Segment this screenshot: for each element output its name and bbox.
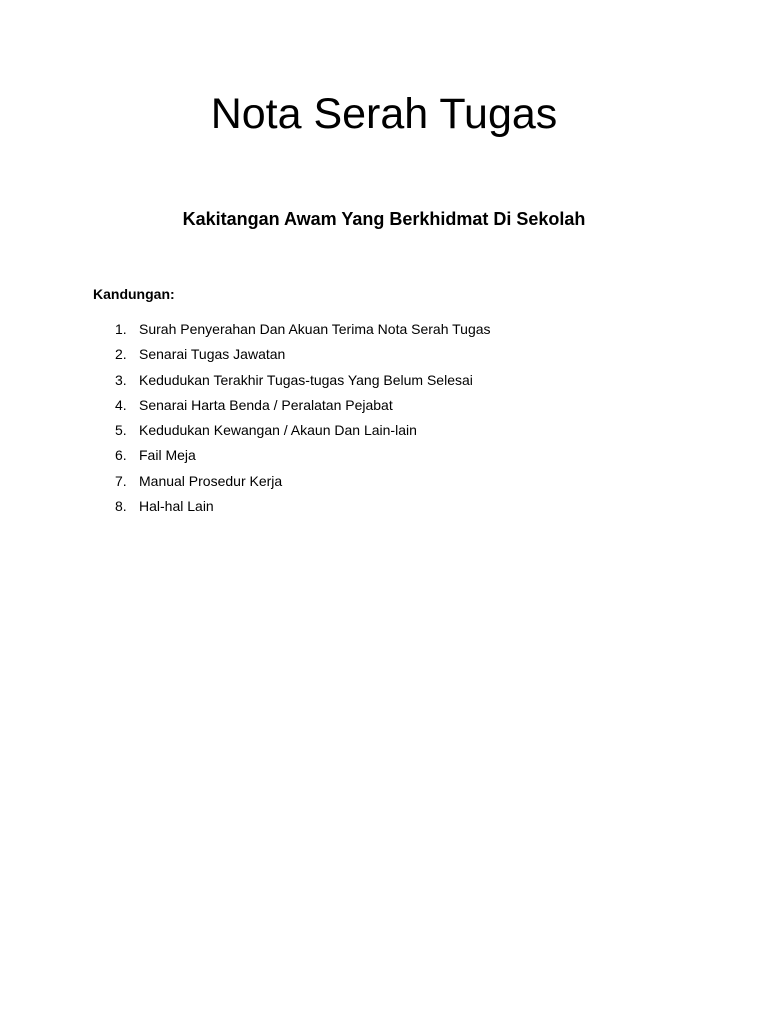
document-title: Nota Serah Tugas <box>210 90 558 138</box>
list-item-number: 4. <box>115 396 127 413</box>
list-item-text: Kedudukan Terakhir Tugas-tugas Yang Belum Selesai <box>139 371 473 388</box>
list-item-number: 6. <box>115 447 127 464</box>
list-item-text: Kedudukan Kewangan / Akaun Dan Lain-lain <box>139 422 417 439</box>
document-subtitle: Kakitangan Awam Yang Berkhidmat Di Sekolah <box>182 209 586 229</box>
list-item-number: 5. <box>115 422 127 439</box>
list-item-number: 1. <box>115 321 127 337</box>
contents-heading: Kandungan: <box>93 286 175 302</box>
list-item-text: Senarai Tugas Jawatan <box>139 346 286 363</box>
list-item-number: 3. <box>115 371 127 388</box>
list-item-text: Hal-hal Lain <box>139 498 214 515</box>
list-item-number: 8. <box>115 498 127 515</box>
list-item-number: 7. <box>115 472 127 489</box>
list-item-number: 2. <box>115 346 127 363</box>
list-item-text: Senarai Harta Benda / Peralatan Pejabat <box>139 396 393 413</box>
list-item-text: Fail Meja <box>139 447 196 464</box>
list-item-text: Manual Prosedur Kerja <box>139 472 283 489</box>
list-item-text: Surah Penyerahan Dan Akuan Terima Nota Serah Tugas <box>139 321 491 337</box>
